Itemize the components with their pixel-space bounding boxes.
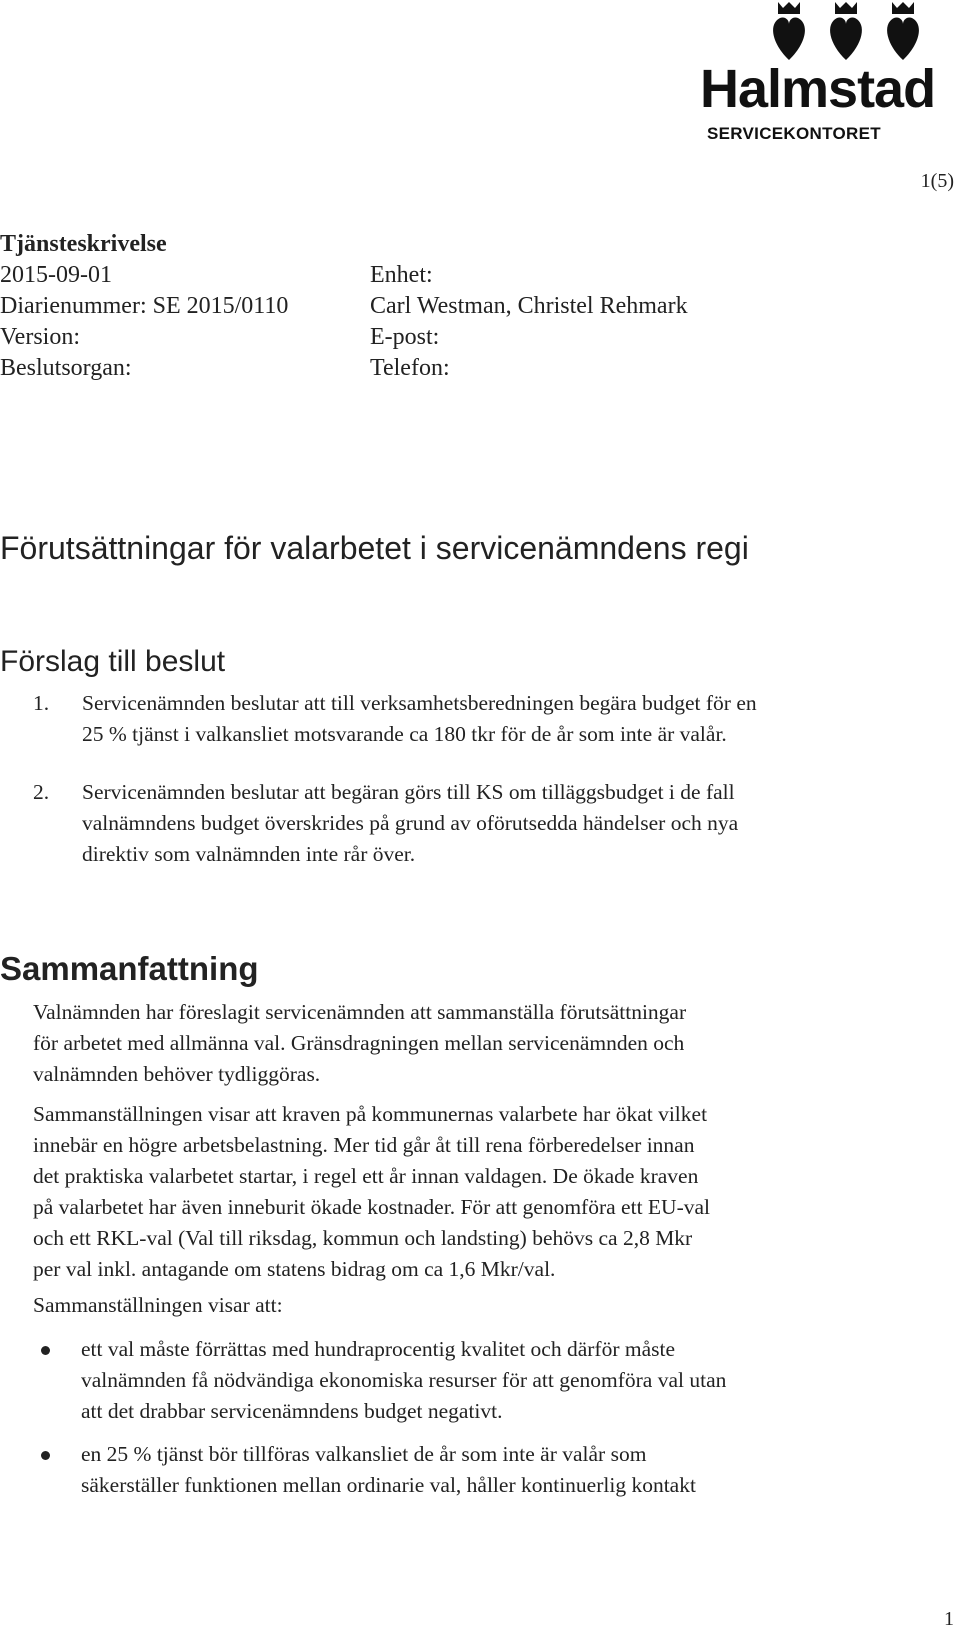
diary-number: Diarienummer: SE 2015/0110 bbox=[0, 293, 289, 319]
item-line: Servicenämnden beslutar att till verksamhetsberedningen begära budget för en bbox=[82, 691, 757, 715]
paragraph-line: för arbetet med allmänna val. Gränsdragningen mellan servicenämnden och bbox=[33, 1031, 685, 1055]
paragraph-line: per val inkl. antagande om statens bidrag om ca 1,6 Mkr/val. bbox=[33, 1257, 556, 1281]
item-number: 1. bbox=[33, 691, 50, 715]
decision-body-label: Beslutsorgan: bbox=[0, 355, 132, 381]
bullet-icon bbox=[41, 1451, 50, 1460]
item-line: valnämndens budget överskrides på grund av oförutsedda händelser och nya bbox=[82, 811, 739, 835]
summary-heading: Sammanfattning bbox=[0, 950, 259, 987]
phone-label: Telefon: bbox=[370, 355, 450, 381]
meta-right-column bbox=[370, 260, 688, 384]
summary-paragraph-1 bbox=[33, 997, 933, 1090]
bullet-line: att det drabbar servicenämndens budget negativt. bbox=[81, 1399, 503, 1423]
document-type: Tjänsteskrivelse bbox=[0, 231, 167, 257]
item-line: direktiv som valnämnden inte rår över. bbox=[82, 842, 416, 866]
proposal-item-2 bbox=[32, 777, 932, 870]
item-line: Servicenämnden beslutar att begäran görs till KS om tilläggsbudget i de fall bbox=[82, 780, 735, 804]
paragraph-line: på valarbetet har även inneburit ökade kostnader. För att genomföra ett EU-val bbox=[33, 1195, 710, 1219]
paragraph-line: valnämnden behöver tydliggöras. bbox=[33, 1062, 321, 1086]
bullet-item bbox=[33, 1334, 933, 1427]
bullet-line: ett val måste förrättas med hundraprocentig kvalitet och därför måste bbox=[81, 1337, 676, 1361]
proposal-item-1 bbox=[32, 688, 932, 750]
summary-paragraph-3 bbox=[33, 1290, 933, 1321]
paragraph-line: och ett RKL-val (Val till riksdag, kommun och landsting) behövs ca 2,8 Mkr bbox=[33, 1226, 693, 1250]
unit-label: Enhet: bbox=[370, 262, 433, 288]
email-label: E-post: bbox=[370, 324, 440, 350]
bullet-line: en 25 % tjänst bör tillföras valkansliet de år som inte är valår som bbox=[81, 1442, 647, 1466]
crowned-hearts-icon bbox=[772, 0, 952, 62]
item-number: 2. bbox=[33, 780, 50, 804]
version-label: Version: bbox=[0, 324, 80, 350]
bullet-line: valnämnden få nödvändiga ekonomiska resurser för att genomföra val utan bbox=[81, 1368, 727, 1392]
proposal-heading: Förslag till beslut bbox=[0, 645, 226, 678]
item-line: 25 % tjänst i valkansliet motsvarande ca 180 tkr för de år som inte är valår. bbox=[82, 722, 727, 746]
meta-left-column bbox=[0, 229, 288, 384]
paragraph-line: Sammanställningen visar att kraven på kommunernas valarbete har ökat vilket bbox=[33, 1102, 708, 1126]
bullet-icon bbox=[41, 1346, 50, 1355]
paragraph-line: det praktiska valarbetet startar, i regel ett år innan valdagen. De ökade kraven bbox=[33, 1164, 699, 1188]
summary-bullet-list bbox=[33, 1334, 933, 1513]
paragraph-line: innebär en högre arbetsbelastning. Mer tid går åt till rena förberedelser innan bbox=[33, 1133, 695, 1157]
summary-paragraph-2 bbox=[33, 1099, 933, 1285]
paragraph-line: Sammanställningen visar att: bbox=[33, 1293, 283, 1317]
logo-subtitle: SERVICEKONTORET bbox=[707, 124, 881, 143]
footer-page-number: 1 bbox=[944, 1608, 954, 1630]
bullet-item bbox=[33, 1439, 933, 1501]
paragraph-line: Valnämnden har föreslagit servicenämnden att sammanställa förutsättningar bbox=[33, 1000, 687, 1024]
halmstad-logo bbox=[700, 0, 960, 150]
document-date: 2015-09-01 bbox=[0, 262, 112, 288]
bullet-line: säkerställer funktionen mellan ordinarie val, håller kontinuerlig kontakt bbox=[81, 1473, 696, 1497]
authors: Carl Westman, Christel Rehmark bbox=[370, 293, 688, 319]
page-counter: 1(5) bbox=[920, 170, 954, 192]
document-title: Förutsättningar för valarbetet i servicenämndens regi bbox=[0, 530, 749, 566]
logo-wordmark: Halmstad bbox=[700, 59, 936, 119]
